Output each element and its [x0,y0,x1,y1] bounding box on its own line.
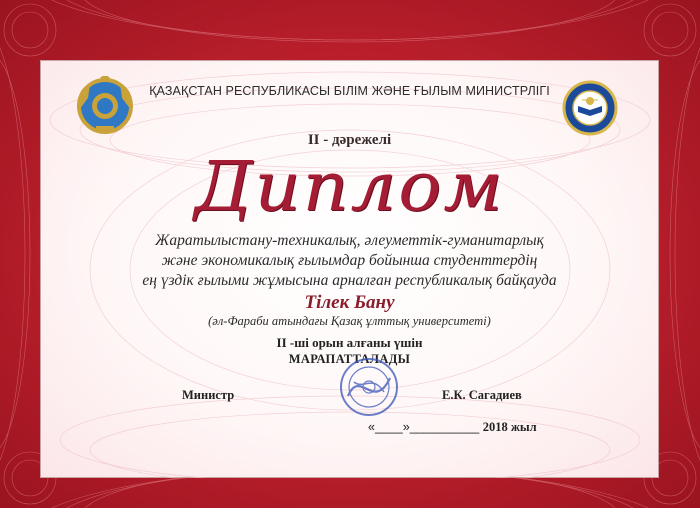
place-text: II -ші орын алғаны үшін [276,335,423,350]
diploma-title: Диплом [194,148,505,227]
description-line: ең үздік ғылыми жұмысына арналған республикалық байқауда [142,272,557,289]
date-line [368,420,537,435]
description-line: және экономикалық ғылымдар бойынша студенттердің [161,252,538,269]
award-text: МАРАПАТТАЛАДЫ [288,352,411,366]
date-year: 2018 жыл [482,420,537,434]
minister-label: Министр [182,388,235,402]
diploma-sheet [40,60,659,478]
university-name: (әл-Фараби атындағы Қазақ ұлттық университеті) [208,314,491,328]
recipient-name: Тілек Бану [304,292,395,313]
date-blank: «____»__________ [368,420,480,434]
ministry-header: ҚАЗАҚСТАН РЕСПУБЛИКАСЫ БІЛІМ ЖӘНЕ ҒЫЛЫМ МИНИСТРЛІГІ [149,84,550,98]
degree-label: II - дәрежелі [307,132,392,148]
signer-name: Е.К. Сагадиев [442,388,522,402]
description-line: Жаратылыстану-техникалық, әлеуметтік-гуманитарлық [155,232,544,249]
stamp-seal-icon [338,356,400,418]
